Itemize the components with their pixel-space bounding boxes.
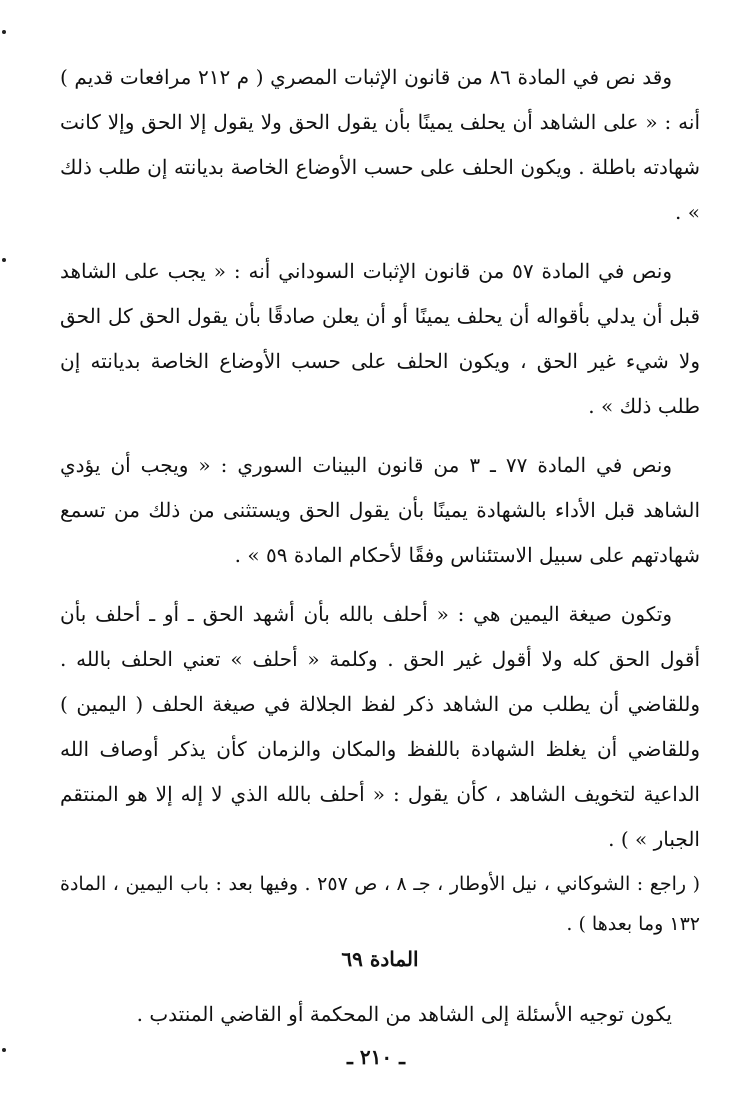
paragraph-egyptian-law: وقد نص في المادة ٨٦ من قانون الإثبات المصري ( م ٢١٢ مرافعات قديم ) أنه : « على الشاهد أن يحلف يمينًا بأن يقول الحق ولا يقول إلا الحق وإلا كانت شهادته باطلة . ويكون الحلف على حسب الأوضاع الخاصة بديانته إن طلب ذلك » . bbox=[60, 65, 700, 224]
document-page bbox=[60, 55, 700, 1051]
page-number: ـ ٢١٠ ـ bbox=[347, 1045, 405, 1069]
reference-note: ( راجع : الشوكاني ، نيل الأوطار ، جـ ٨ ، ص ٢٥٧ . وفيها بعد : باب اليمين ، المادة ١٣٢ وما بعدها ) . bbox=[60, 873, 701, 935]
margin-mark-1 bbox=[2, 30, 6, 34]
paragraph-oath-formula: وتكون صيغة اليمين هي : « أحلف بالله بأن أشهد الحق ـ أو ـ أحلف بأن أقول الحق كله ولا أقول غير الحق . وكلمة « أحلف » تعني الحلف بالله . وللقاضي أن يطلب من الشاهد ذكر لفظ الجلالة في صيغة الحلف ( اليمين ) وللقاضي أن يغلظ الشهادة باللفظ والمكان والزمان كأن يذكر أوصاف الله الداعية لتخويف الشاهد ، كأن يقول : « أحلف بالله الذي لا إله إلا هو المنتقم الجبار » ) . bbox=[60, 602, 700, 851]
margin-mark-2 bbox=[2, 258, 6, 262]
paragraph-syrian-law: ونص في المادة ٧٧ ـ ٣ من قانون البينات السوري : « ويجب أن يؤدي الشاهد قبل الأداء بالشهادة يمينًا بأن يقول الحق ويستثنى من ذلك من تسمع شهادتهم على سبيل الاستئناس وفقًا لأحكام المادة ٥٩ » . bbox=[60, 453, 700, 567]
paragraph-sudanese-law: ونص في المادة ٥٧ من قانون الإثبات السوداني أنه : « يجب على الشاهد قبل أن يدلي بأقواله أن يحلف يمينًا أو أن يعلن صادقًا بأن يقول الحق كل الحق ولا شيء غير الحق ، ويكون الحلف على حسب الأوضاع الخاصة بديانته إن طلب ذلك » . bbox=[60, 259, 700, 418]
article-heading: المادة ٦٩ bbox=[341, 947, 419, 971]
article-text: يكون توجيه الأسئلة إلى الشاهد من المحكمة أو القاضي المنتدب . bbox=[136, 1002, 672, 1026]
